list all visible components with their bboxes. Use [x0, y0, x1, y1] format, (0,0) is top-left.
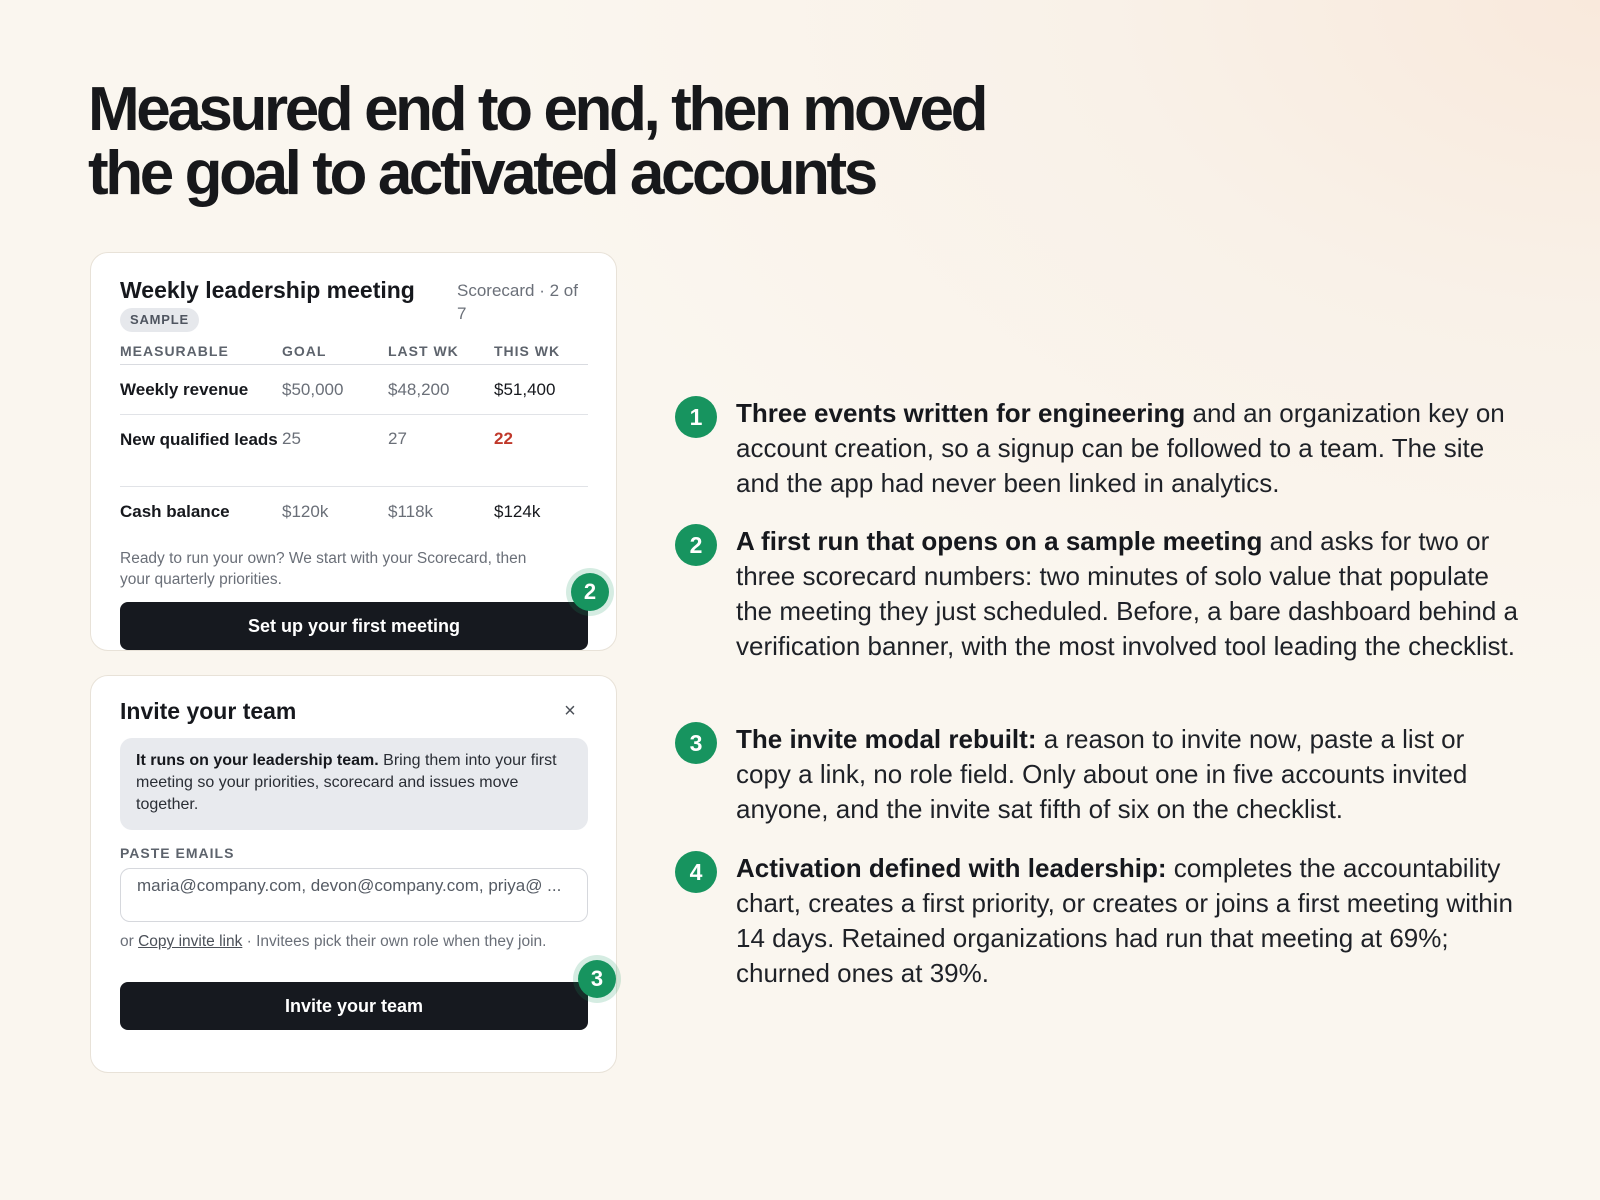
scorecard-table — [120, 343, 588, 537]
step-lead: A first run that opens on a sample meeting — [736, 526, 1263, 556]
step-body: and asks for two or three scorecard numbers: two minutes of solo value that populate the meeting they just scheduled. Before, a bare dashboard behind a verification banner, with the most involved tool leading the checklist. — [736, 526, 1518, 661]
step-text — [736, 851, 1525, 991]
cell-last-wk: $48,200 — [388, 379, 450, 399]
cell-this-wk: $51,400 — [494, 379, 556, 399]
paste-emails-label: PASTE EMAILS — [120, 845, 235, 861]
step-lead: Activation defined with leadership: — [736, 853, 1167, 883]
invite-reason-callout — [120, 738, 588, 830]
list-item — [675, 396, 1525, 501]
step-marker-3: 3 — [578, 960, 616, 998]
list-item — [675, 722, 1525, 827]
step-lead: Three events written for engineering — [736, 398, 1186, 428]
meeting-title: Weekly leadership meeting — [120, 277, 415, 303]
invite-note — [120, 932, 570, 951]
cell-last-wk: $118k — [388, 502, 434, 521]
table-row — [120, 415, 588, 487]
note-suffix: · Invitees pick their own role when they join. — [242, 933, 547, 950]
cell-last-wk: 27 — [388, 429, 407, 448]
cell-measurable: Cash balance — [120, 502, 230, 521]
col-goal: GOAL — [282, 343, 327, 359]
invite-team-button[interactable]: Invite your team — [120, 982, 588, 1030]
invite-modal — [90, 675, 617, 1073]
cell-this-wk-off-track: 22 — [494, 429, 513, 448]
cell-goal: $50,000 — [282, 379, 344, 399]
paste-emails-input[interactable]: maria@company.com, devon@company.com, priya@ ... — [120, 868, 588, 922]
scorecard-header — [120, 343, 588, 365]
step-text — [736, 396, 1525, 501]
step-lead: The invite modal rebuilt: — [736, 724, 1037, 754]
step-number-3: 3 — [675, 722, 717, 764]
step-body: completes the accountability chart, creates a first priority, or creates or joins a first meeting within 14 days. Retained organizations had run that meeting at 69%; churned ones at 39%. — [736, 853, 1513, 988]
step-marker-2: 2 — [571, 573, 609, 611]
close-icon[interactable]: × — [564, 700, 576, 722]
col-last-wk: LAST WK — [388, 343, 459, 359]
copy-invite-link[interactable]: Copy invite link — [138, 933, 243, 950]
table-row — [120, 365, 588, 415]
step-text — [736, 722, 1525, 827]
headline-line-1: Measured end to end, then moved — [88, 75, 986, 144]
step-number-1: 1 — [675, 396, 717, 438]
headline-line-2: the goal to activated accounts — [88, 139, 875, 208]
cell-goal: $120k — [282, 502, 329, 521]
list-item — [675, 524, 1525, 664]
page-headline — [88, 75, 1088, 208]
table-row — [120, 487, 588, 537]
scorecard-progress: Scorecard · 2 of 7 — [457, 281, 578, 323]
col-this-wk: THIS WK — [494, 343, 561, 359]
callout-bold: It runs on your leadership team. — [136, 752, 379, 769]
col-measurable: MEASURABLE — [120, 343, 229, 359]
note-prefix: or — [120, 933, 139, 950]
cell-goal: 25 — [282, 429, 301, 448]
cell-this-wk: $124k — [494, 502, 541, 521]
step-body: and an organization key on account creation, so a signup can be followed to a team. The site and the app had never been linked in analytics. — [736, 398, 1505, 498]
sample-badge: SAMPLE — [120, 308, 199, 332]
step-text — [736, 524, 1525, 664]
sample-meeting-card — [90, 252, 617, 651]
step-number-4: 4 — [675, 851, 717, 893]
callout-text: Bring them into your first meeting so your priorities, scorecard and issues move together. — [136, 752, 557, 813]
meeting-note: Ready to run your own? We start with your Scorecard, then your quarterly priorities. — [120, 550, 527, 588]
list-item — [675, 851, 1525, 991]
setup-first-meeting-button[interactable]: Set up your first meeting — [120, 602, 588, 650]
cell-measurable: New qualified leads — [120, 430, 278, 449]
step-number-2: 2 — [675, 524, 717, 566]
invite-title: Invite your team — [120, 698, 297, 724]
cell-measurable: Weekly revenue — [120, 379, 249, 399]
step-body: a reason to invite now, paste a list or copy a link, no role field. Only about one in five accounts invited anyone, and the invite sat fifth of six on the checklist. — [736, 724, 1468, 824]
